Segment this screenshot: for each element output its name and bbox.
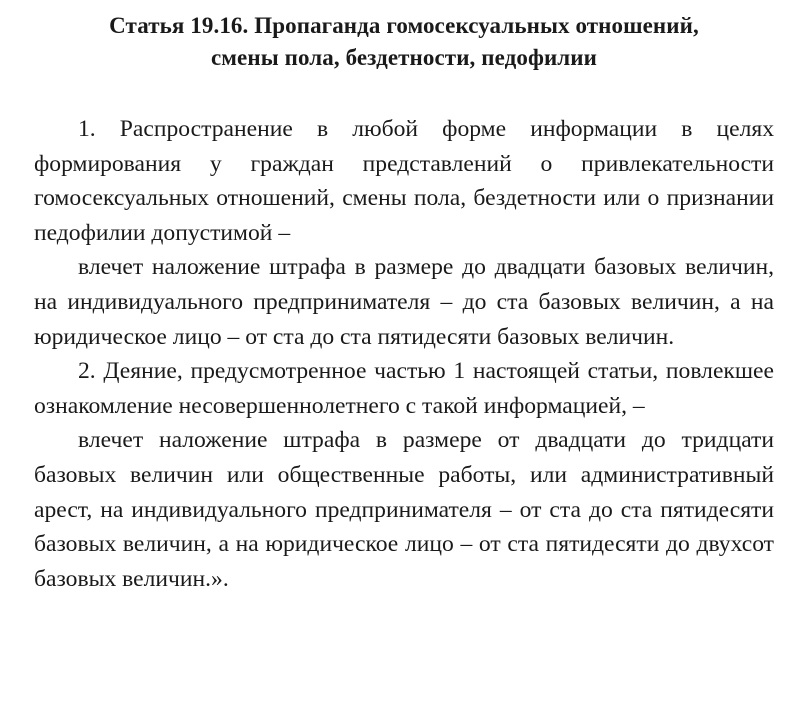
paragraph-part-2-penalty: влечет наложение штрафа в размере от двадцати до тридцати базовых величин или общественные работы, или административный арест, на индивидуального предпринимателя – от ста до ста пятидесяти базовых величин, а на юридическое лицо – от ста пятидесяти до двухсот базовых величин.». xyxy=(34,427,774,592)
article-title-line-2: смены пола, бездетности, педофилии xyxy=(210,45,598,70)
paragraph-part-1-offense: 1. Распространение в любой форме информации в целях формирования у граждан представлений о привлекательности гомосексуальных отношений, смены пола, бездетности или о признании педофилии допустимой – xyxy=(34,116,774,246)
paragraph-part-1-penalty: влечет наложение штрафа в размере до двадцати базовых величин, на индивидуального предпринимателя – до ста базовых величин, а на юридическое лицо – от ста до ста пятидесяти базовых величин. xyxy=(34,254,774,350)
article-title xyxy=(34,10,774,74)
article-body xyxy=(34,112,774,596)
paragraph-part-2-offense: 2. Деяние, предусмотренное частью 1 настоящей статьи, повлекшее ознакомление несовершеннолетнего с такой информацией, – xyxy=(34,358,774,419)
document-page xyxy=(34,10,774,596)
article-title-line-1: Статья 19.16. Пропаганда гомосексуальных отношений, xyxy=(109,13,699,38)
